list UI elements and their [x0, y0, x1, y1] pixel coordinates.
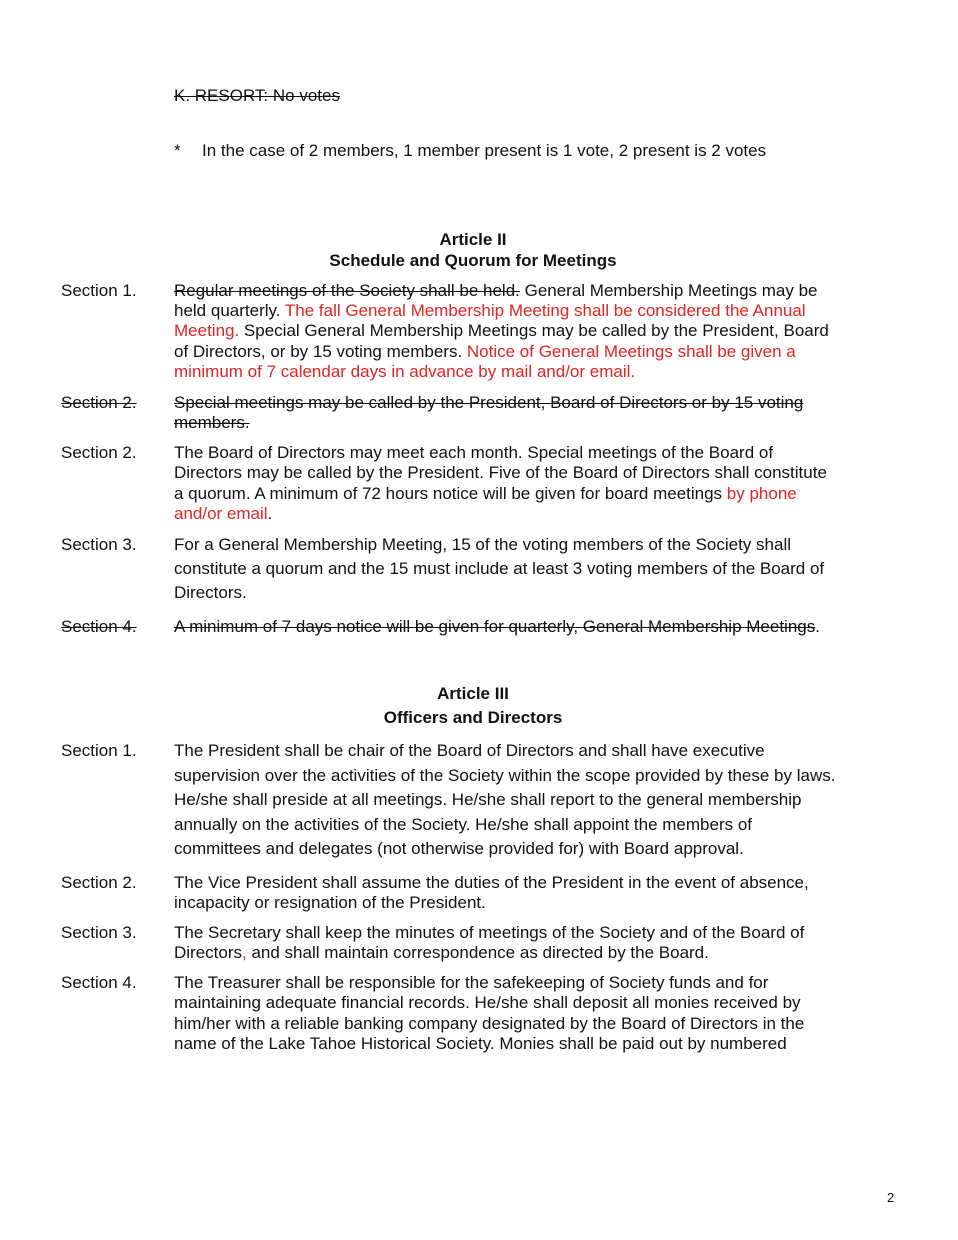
art3-s2-line1: The Vice President shall assume the duties of the President in the event of absence, — [174, 873, 809, 892]
text: held quarterly. — [174, 301, 285, 320]
revision-text: , — [242, 943, 247, 962]
art3-s4-line2: maintaining adequate financial records. He/she shall deposit all monies received by — [174, 993, 801, 1012]
art2-old-s2-line1: Special meetings may be called by the President, Board of Directors or by 15 voting — [174, 393, 804, 412]
art3-s1-line3: He/she shall preside at all meetings. He/she shall report to the general membership — [174, 790, 802, 809]
revision-text: and/or email — [174, 504, 268, 523]
art3-s1-line4: annually on the activities of the Society. He/she shall appoint the members of — [174, 815, 753, 834]
revision-text: by phone — [726, 484, 797, 503]
article-ii-title: Article II — [439, 230, 507, 249]
art3-s1-line2: supervision over the activities of the Society within the scope provided by these by laws. — [174, 766, 836, 785]
text: Special General Membership Meetings may be called by the President, Board — [239, 321, 829, 340]
art2-s3-line3: Directors. — [174, 583, 247, 602]
art2-old-section2-label: Section 2. — [61, 393, 137, 412]
art3-s3-line2 — [174, 943, 709, 963]
art3-s1-line1: The President shall be chair of the Board of Directors and shall have executive — [174, 741, 765, 760]
art3-section2-label: Section 2. — [61, 873, 137, 892]
art2-section4-label: Section 4. — [61, 617, 137, 636]
struck-text: A minimum of 7 days notice will be given for quarterly, General Membership Meetings — [174, 617, 816, 636]
art2-s2-line4 — [174, 504, 272, 524]
art3-section3-label: Section 3. — [61, 923, 137, 942]
art3-section4-label: Section 4. — [61, 973, 137, 992]
art2-s2-line1: The Board of Directors may meet each month. Special meetings of the Board of — [174, 443, 774, 462]
article-iii-subtitle: Officers and Directors — [383, 708, 563, 727]
struck-text: Regular meetings of the Society shall be held. — [174, 281, 520, 300]
revision-text: Notice of General Meetings shall be given a — [466, 342, 796, 361]
art3-s1-line5: committees and delegates (not otherwise provided for) with Board approval. — [174, 839, 744, 858]
art2-section2-label: Section 2. — [61, 443, 137, 462]
revision-text: Meeting. — [174, 321, 240, 340]
footnote-text: In the case of 2 members, 1 member present is 1 vote, 2 present is 2 votes — [202, 141, 767, 160]
text: a quorum. A minimum of 72 hours notice will be given for board meetings — [174, 484, 727, 503]
art2-s1-line2 — [174, 301, 806, 321]
text: . — [815, 617, 820, 636]
text: General Membership Meetings may be — [519, 281, 818, 300]
footnote-star: * — [174, 141, 181, 160]
art2-s1-line1 — [174, 281, 818, 301]
page-number: 2 — [887, 1190, 895, 1205]
art2-old-s2-line2: members. — [174, 413, 250, 432]
art2-s3-line1: For a General Membership Meeting, 15 of the voting members of the Society shall — [174, 535, 792, 554]
art3-s4-line1: The Treasurer shall be responsible for the safekeeping of Society funds and for — [174, 973, 769, 992]
article-ii-subtitle: Schedule and Quorum for Meetings — [329, 251, 617, 270]
art3-s4-line4: name of the Lake Tahoe Historical Society. Monies shall be paid out by numbered — [174, 1034, 787, 1053]
revision-text: The fall General Membership Meeting shall be considered the Annual — [284, 301, 806, 320]
art2-s4-line1 — [174, 617, 820, 637]
resort-line: K. RESORT: No votes — [174, 86, 340, 105]
art3-s3-line1: The Secretary shall keep the minutes of meetings of the Society and of the Board of — [174, 923, 805, 942]
art2-s3-line2: constitute a quorum and the 15 must include at least 3 voting members of the Board of — [174, 559, 825, 578]
text: . — [267, 504, 273, 523]
text: Directors — [174, 943, 243, 962]
art3-s4-line3: him/her with a reliable banking company designated by the Board of Directors in the — [174, 1014, 805, 1033]
art2-s2-line2: Directors may be called by the President. Five of the Board of Directors shall constitute — [174, 463, 827, 482]
art2-s2-line3 — [174, 484, 797, 504]
art2-section1-label: Section 1. — [61, 281, 137, 300]
art3-s2-line2: incapacity or resignation of the President. — [174, 893, 486, 912]
art2-s1-line4 — [174, 342, 796, 362]
art2-s1-line5: minimum of 7 calendar days in advance by mail and/or email. — [174, 362, 636, 381]
article-iii-title: Article III — [437, 684, 509, 703]
art2-s1-line3 — [174, 321, 829, 341]
text: of Directors, or by 15 voting members. — [174, 342, 467, 361]
art2-section3-label: Section 3. — [61, 535, 137, 554]
text: and shall maintain correspondence as directed by the Board. — [246, 943, 709, 962]
art3-section1-label: Section 1. — [61, 741, 137, 760]
